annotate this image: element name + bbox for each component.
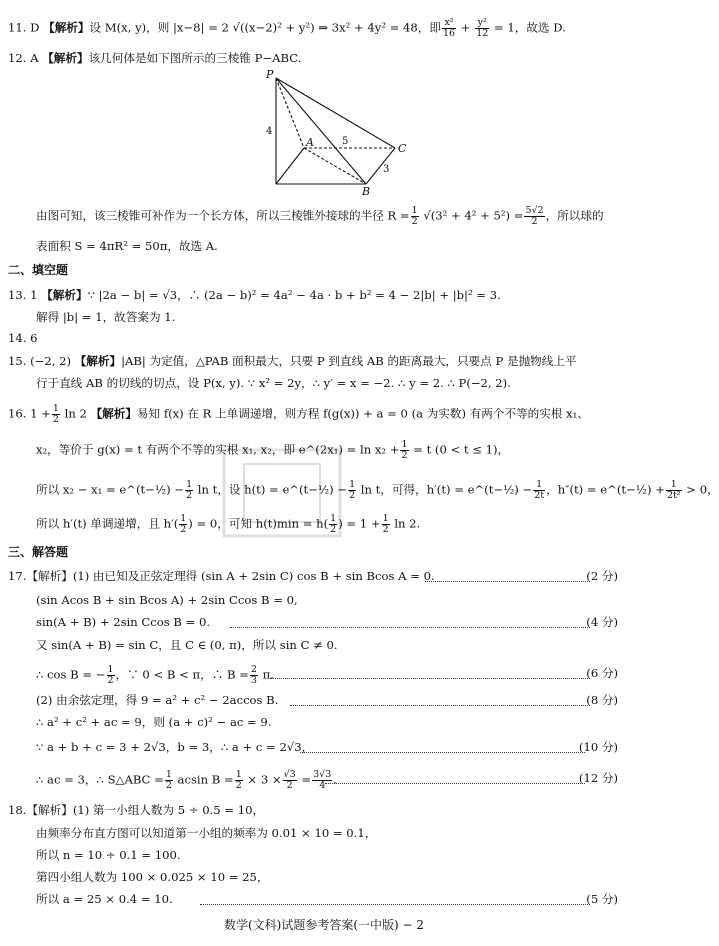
section-answer-title: 三、解答题 [8, 545, 69, 559]
watermark-stamp [222, 448, 342, 538]
answer-13 [8, 287, 501, 303]
edge-pb [276, 78, 366, 184]
section-fill-in-title: 二、填空题 [8, 263, 69, 277]
answer-12-half: $\frac{1}{2}$ [411, 205, 418, 227]
answer-18-line1: 18.【解析】(1) 第一小组人数为 5 ÷ 0.5 = 10， [8, 803, 265, 817]
score-10: (10 分) [578, 740, 618, 754]
answer-17-line5-b: ，∵ 0 < B < π，∴ B = [115, 667, 249, 682]
answer-17-line5-frac2: $\frac{2}{3}$ [250, 664, 257, 686]
answer-13-body: ∵ |2a − b| = √3，∴ (2a − b)² = 4a² − 4a · b + b² = 4 − 2|b| + |b|² = 3. [87, 288, 501, 302]
label-p: P [266, 68, 274, 81]
dot-leader [325, 783, 585, 784]
answer-11 [8, 18, 566, 39]
answer-18-line3: 所以 n = 10 ÷ 0.1 = 100. [36, 848, 181, 862]
pyramid-figure [262, 68, 412, 196]
label-edge-3: 3 [383, 164, 390, 175]
answer-16-tag: 【解析】 [90, 406, 137, 421]
answer-15 [8, 353, 577, 369]
answer-12 [8, 50, 301, 66]
score-12: (12 分) [578, 771, 618, 785]
answer-17-line5-c: π. [258, 667, 274, 682]
answer-16-line2-a: x₂，等价于 g(x) = t 有两个不等的实根 x₁, x₂，即 e^(2x₁) = ln x₂ + [36, 442, 400, 457]
answer-17-line9-frac3: $\frac{√3}{2}$ [283, 769, 296, 791]
edge-bc [366, 148, 395, 184]
answer-17-line9-a: ∴ ac = 3，∴ S△ABC = [36, 772, 164, 787]
answer-17-line5-frac1: $\frac{1}{2}$ [107, 664, 114, 686]
answer-12-number: 12. A [8, 51, 39, 65]
score-5: (5 分) [586, 892, 618, 906]
answer-16-number: 16. 1 + [8, 406, 51, 421]
answer-16-line3-frac2: $\frac{1}{2}$ [349, 479, 356, 501]
answer-15-number: 15. (−2, 2) [8, 354, 72, 368]
label-edge-5: 5 [342, 136, 349, 147]
answer-17-line6: (2) 由余弦定理，得 9 = a² + c² − 2accos B. [36, 693, 279, 707]
answer-18-line4: 第四小组人数为 100 × 0.025 × 10 = 25， [36, 870, 269, 884]
answer-16-line2-b: = t (0 < t ≤ 1)， [409, 442, 510, 457]
answer-17-line8: ∵ a + b + c = 3 + 2√3，b = 3，∴ a + c = 2√3， [36, 740, 314, 754]
score-6: (6 分) [586, 666, 618, 680]
answer-16-line3-frac4: $\frac{1}{\text{2t²}}$ [666, 479, 681, 501]
answer-11-frac1: $\frac{\text{x²}}{16}$ [443, 17, 456, 39]
dot-leader [230, 627, 590, 628]
answer-16-body: 易知 f(x) 在 R 上单调递增，则方程 f(g(x)) + a = 0 (a 为实数) 有两个不等的实根 x₁、 [136, 406, 589, 421]
answer-15-line2: 行于直线 AB 的切线的切点，设 P(x, y). ∵ x² = 2y，∴ y′ = x = −2. ∴ y = 2. ∴ P(−2, 2). [36, 376, 511, 390]
dot-leader [270, 678, 590, 679]
answer-16 [8, 404, 589, 425]
dot-leader [425, 581, 590, 582]
answer-16-line4-c: ) = 1 + [338, 516, 381, 531]
answer-15-body: |AB| 为定值，△PAB 面积最大，只要 P 到直线 AB 的距离最大，只要点 P 是抛物线上平 [121, 354, 577, 368]
answer-17-line9 [36, 770, 337, 791]
answer-13-line2: 解得 |b| = 1，故答案为 1. [36, 310, 176, 324]
answer-16-line4-frac2: $\frac{1}{2}$ [330, 513, 337, 535]
answer-11-plus: + [457, 20, 475, 35]
answer-16-line3-e: > 0， [682, 482, 719, 497]
answer-16-line4-a: 所以 h′(t) 单调递增，且 h′( [36, 516, 179, 531]
score-2: (2 分) [586, 569, 618, 583]
answer-18-line5: 所以 a = 25 × 0.4 = 10. [36, 892, 173, 906]
answer-14: 14. 6 [8, 331, 38, 345]
label-a: A [306, 136, 314, 149]
answer-17-line9-frac1: $\frac{1}{2}$ [165, 769, 172, 791]
answer-17-line5-a: ∴ cos B = − [36, 667, 106, 682]
dot-leader [300, 752, 585, 753]
edge-ab [304, 148, 366, 184]
answer-17-line3: sin(A + B) + 2sin Ccos B = 0. [36, 615, 211, 629]
answer-11-number: 11. D [8, 20, 40, 35]
answer-16-line4-frac1: $\frac{1}{2}$ [180, 513, 187, 535]
answer-11-tag: 【解析】 [43, 20, 90, 35]
answer-13-number: 13. 1 [8, 288, 38, 302]
dot-leader [290, 705, 590, 706]
answer-16-line2-frac: $\frac{1}{2}$ [401, 439, 408, 461]
score-4: (4 分) [586, 615, 618, 629]
answer-16-line3-c: ln t，可得，h′(t) = e^(t−½) − [357, 482, 533, 497]
answer-17-line7: ∴ a² + c² + ac = 9，则 (a + c)² − ac = 9. [36, 715, 272, 729]
answer-18-line2: 由频率分布直方图可以知道第一小组的频率为 0.01 × 10 = 0.1， [36, 826, 377, 840]
label-edge-4: 4 [266, 126, 273, 137]
edge-pc [276, 78, 395, 148]
answer-15-tag: 【解析】 [74, 354, 122, 368]
answer-16-number-frac: $\frac{1}{2}$ [52, 403, 59, 425]
answer-11-body: 设 M(x, y)，则 |x−8| = 2 √((x−2)² + y²) ⇒ 3x² + 4y² = 48，即 [89, 20, 441, 35]
answer-16-line3-a: 所以 x₂ − x₁ = e^(t−½) − [36, 482, 185, 497]
dot-leader [200, 904, 590, 905]
answer-17-line2: (sin Acos B + sin Bcos A) + 2sin Ccos B = 0, [36, 593, 298, 607]
answer-12-line2 [36, 206, 604, 227]
answer-16-line3-frac1: $\frac{1}{2}$ [186, 479, 193, 501]
answer-11-frac2: $\frac{\text{y²}}{12}$ [476, 17, 489, 39]
answer-16-number-tail: ln 2 [60, 406, 87, 421]
answer-16-line3-d: ，h″(t) = e^(t−½) + [546, 482, 665, 497]
answer-16-line4-frac3: $\frac{1}{2}$ [382, 513, 389, 535]
label-b: B [362, 185, 371, 198]
answer-16-line3-frac3: $\frac{1}{2t}$ [534, 479, 545, 501]
answer-17-line1: 17.【解析】(1) 由已知及正弦定理得 (sin A + 2sin C) cos B + sin Bcos A = 0. [8, 569, 435, 583]
answer-12-line3: 表面积 S = 4πR² = 50π，故选 A. [36, 239, 218, 253]
answer-12-radius: $\frac{5√2}{2}$ [525, 205, 544, 227]
answer-12-tag: 【解析】 [42, 51, 89, 65]
answer-17-line9-frac2: $\frac{1}{2}$ [235, 769, 242, 791]
answer-17-line9-c: × 3 × [243, 772, 282, 787]
answer-17-line5 [36, 665, 274, 686]
answer-12-body: 该几何体是如下图所示的三棱锥 P−ABC. [88, 51, 302, 65]
answer-12-line2-b: √(3² + 4² + 5²) = [419, 208, 524, 223]
answer-12-line2-a: 由图可知，该三棱锥可补作为一个长方体，所以三棱锥外接球的半径 R = [36, 208, 410, 223]
answer-17-line4: 又 sin(A + B) = sin C，且 C ∈ (0, π)，所以 sin C ≠ 0. [36, 638, 338, 652]
answer-17-line9-frac4: $\frac{3√3}{4}$ [313, 769, 332, 791]
label-c: C [398, 142, 407, 155]
answer-13-tag: 【解析】 [41, 288, 88, 302]
answer-17-line9-d: = [297, 772, 312, 787]
answer-16-line3 [36, 480, 719, 501]
answer-12-line2-c: ，所以球的 [545, 208, 604, 223]
answer-16-line3-b: ln t，设 h(t) = e^(t−½) − [194, 482, 348, 497]
answer-17-line9-e: . [333, 772, 337, 787]
answer-16-line4-d: ln 2. [390, 516, 421, 531]
answer-11-tail: = 1，故选 D. [490, 20, 566, 35]
edge-box-left [276, 148, 304, 184]
score-8: (8 分) [586, 693, 618, 707]
page-footer: 数学(文科)试题参考答案(一中版) − 2 [223, 918, 425, 932]
edge-pa-hidden [276, 78, 304, 148]
answer-16-line4-b: ) = 0，可知 h(t)min = h( [188, 516, 329, 531]
answer-17-line9-b: acsin B = [173, 772, 234, 787]
